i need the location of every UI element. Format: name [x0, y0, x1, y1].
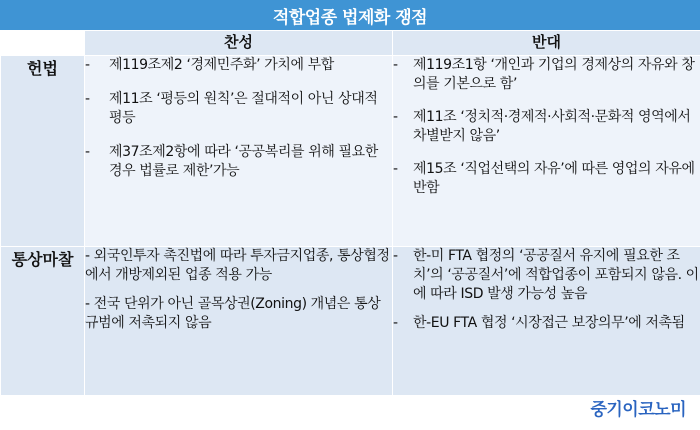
- cell-trade-pro: [85, 247, 393, 396]
- list-item: - 제119조1항 ‘개인과 기업의 경제상의 자유와 창의를 기본으로 함’: [393, 57, 695, 92]
- cell-constitution-con: [393, 56, 700, 247]
- bullet-dash: -: [393, 161, 398, 177]
- table-row-constitution: [1, 56, 700, 247]
- header-row: [1, 31, 700, 56]
- cell-trade-con: [393, 247, 700, 396]
- bullet-dash: -: [393, 109, 398, 125]
- list-item: - 외국인투자 촉진법에 따라 투자금지업종, 통상협정에서 개방제외된 업종 적용 가능: [85, 248, 390, 283]
- list-item: - 제11조 ‘평등의 원칙’은 절대적이 아닌 상대적 평등: [85, 91, 378, 126]
- bullet-dash: -: [85, 296, 90, 312]
- bullet-dash: -: [85, 91, 90, 107]
- list-item: - 전국 단위가 아닌 골목상권(Zoning) 개념은 통상규범에 저촉되지 않음: [85, 296, 381, 331]
- header-corner: [1, 31, 85, 56]
- table-row-trade-friction: [1, 247, 700, 396]
- list-item: - 한-EU FTA 협정 ‘시장접근 보장의무’에 저촉됨: [393, 315, 685, 331]
- bullet-dash: -: [85, 144, 90, 160]
- column-header-con: 반대: [393, 31, 700, 56]
- bullet-dash: -: [393, 57, 398, 73]
- list-item: - 제37조제2항에 따라 ‘공공복리를 위해 필요한 경우 법률로 제한’가능: [85, 144, 378, 179]
- list-item: - 제119조제2 ‘경제민주화’ 가치에 부합: [85, 57, 334, 73]
- list-item: - 제11조 ‘정치적·경제적·사회적·문화적 영역에서 차별받지 않음’: [393, 109, 691, 144]
- cell-constitution-pro: [85, 56, 393, 247]
- bullet-dash: -: [85, 248, 90, 264]
- comparison-table: [0, 30, 700, 396]
- source-logo: 중기이코노미: [590, 400, 686, 420]
- row-header-trade-friction: 통상마찰: [1, 247, 85, 396]
- bullet-dash: -: [85, 57, 90, 73]
- list-item: - 제15조 ‘직업선택의 자유’에 따른 영업의 자유에 반함: [393, 161, 695, 196]
- bullet-dash: -: [393, 248, 398, 264]
- column-header-pro: 찬성: [85, 31, 393, 56]
- table-title: 적합업종 법제화 쟁점: [0, 0, 700, 30]
- list-item: - 한-미 FTA 협정의 ‘공공질서 유지에 필요한 조치’의 ‘공공질서’에 적합업종이 포함되지 않음. 이에 따라 ISD 발생 가능성 높음: [393, 248, 699, 302]
- row-header-constitution: 헌법: [1, 56, 85, 247]
- bullet-dash: -: [393, 315, 398, 331]
